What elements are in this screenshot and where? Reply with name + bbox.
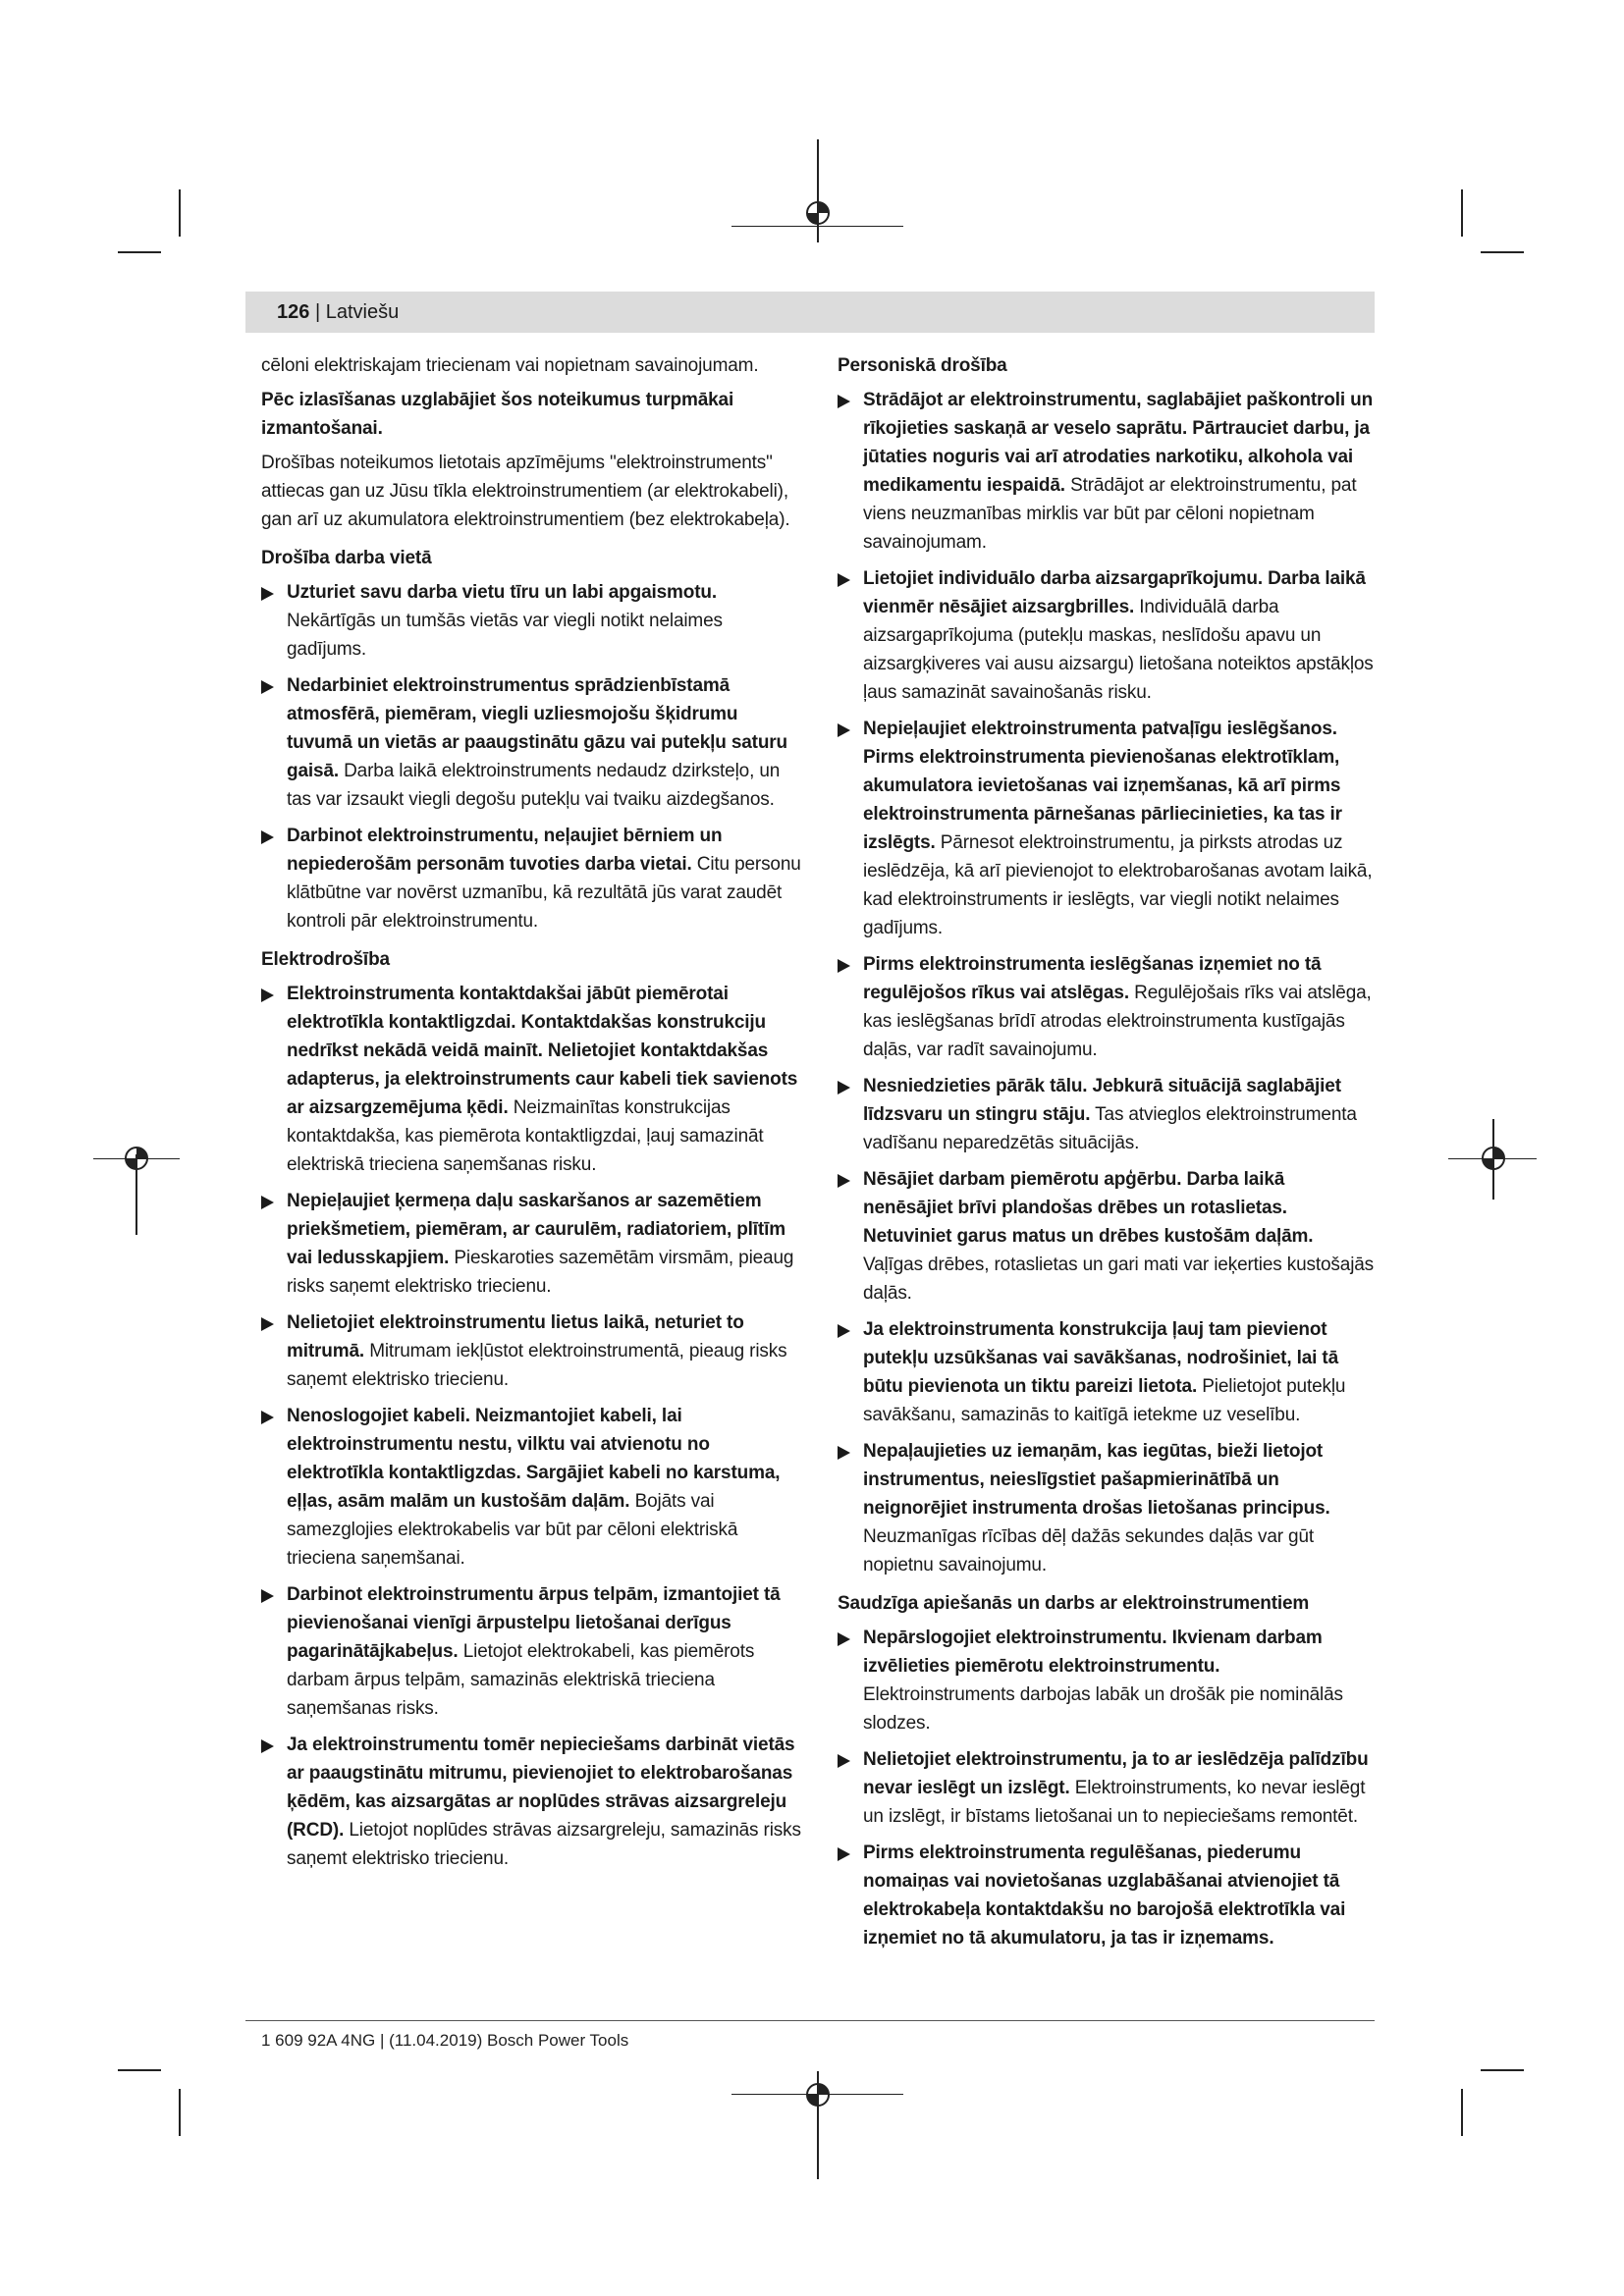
item-text: Lietojot elektrokabeli, kas piemērots darbam ārpus telpām, samazinās elektriskā trieciena saņemšanas risks. (287, 1641, 755, 1719)
item-text: Elektroinstruments darbojas labāk un drošāk pie nominālās slodzes. (863, 1684, 1343, 1734)
item-text: Strādājot ar elektroinstrumentu, pat viens neuzmanības mirklis var būt par cēloni nopietnam savainojumam. (863, 475, 1357, 553)
item-bold: Nedarbiniet elektroinstrumentus sprādzienbīstamā atmosfērā, piemēram, viegli uzliesmojošu šķidrumu tuvumā un vietās ar paaugstinātu gāzu vai putekļu saturu gaisā. (287, 675, 787, 781)
bullet-arrow-icon (261, 1589, 274, 1603)
definition-paragraph: Drošības noteikumos lietotais apzīmējums "elektroinstruments" attiecas gan uz Jūsu tīkla elektroinstrumentiem (ar elektrokabeli), gan arī uz akumulatora elektroinstrumentiem (bez elektrokabeļa). (261, 453, 790, 530)
safety-item (261, 1308, 806, 1394)
keep-instructions-note: Pēc izlasīšanas uzglabājiet šos noteikumus turpmākai izmantošanai. (261, 390, 734, 439)
item-text: Vaļīgas drēbes, rotaslietas un gari mati var ieķerties kustošajās daļās. (863, 1255, 1375, 1304)
bullet-arrow-icon (838, 723, 850, 737)
item-text: Regulējošais rīks vai atslēga, kas ieslēgšanas brīdī atrodas elektroinstrumenta kustīgajās daļās, var radīt savainojumu. (863, 983, 1372, 1060)
bullet-arrow-icon (261, 830, 274, 844)
footer-divider (245, 2020, 1375, 2021)
safety-item (838, 564, 1375, 707)
bullet-arrow-icon (838, 1847, 850, 1861)
safety-item (261, 822, 806, 935)
item-bold: Darbinot elektroinstrumentu ārpus telpām, izmantojiet tā pievienošanai vienīgi ārpustelpu lietošanai derīgus pagarinātājkabeļus. (287, 1584, 781, 1662)
bullet-arrow-icon (838, 1081, 850, 1095)
item-bold: Strādājot ar elektroinstrumentu, saglabājiet paškontroli un rīkojieties saskaņā ar veselo saprātu. Pārtrauciet darbu, ja jūtaties noguris vai arī atrodaties narkotiku, alkohola vai medikamentu iespaidā. (863, 390, 1374, 496)
right-column (838, 351, 1375, 1960)
intro-continuation: cēloni elektriskajam triecienam vai nopietnam savainojumam. (261, 355, 759, 376)
bullet-arrow-icon (838, 1324, 850, 1338)
crop-mark (179, 189, 181, 237)
bullet-arrow-icon (261, 680, 274, 694)
item-bold: Nesniedzieties pārāk tālu. Jebkurā situācijā saglabājiet līdzsvaru un stingru stāju. (863, 1076, 1341, 1125)
item-bold: Ja elektroinstrumenta konstrukcija ļauj tam pievienot putekļu uzsūkšanas vai savākšanas, nodrošiniet, lai tā būtu pievienota un tiktu pareizi lietota. (863, 1319, 1338, 1397)
item-bold: Nepieļaujiet ķermeņa daļu saskaršanos ar sazemētiem priekšmetiem, piemēram, ar caurulēm, radiatoriem, plītīm vai ledusskapjiem. (287, 1191, 785, 1268)
item-bold: Pirms elektroinstrumenta regulēšanas, piederumu nomaiņas vai novietošanas uzglabāšanai atvienojiet tā elektrokabeļa kontaktdakšu no barojošā elektrotīkla vai izņemiet no tā akumulatoru, ja tas ir izņemams. (863, 1842, 1346, 1949)
registration-target-icon (123, 1145, 150, 1172)
bullet-arrow-icon (261, 587, 274, 601)
bullet-arrow-icon (261, 988, 274, 1002)
safety-item (261, 980, 806, 1179)
item-text: Nekārtīgās un tumšās vietās var viegli notikt nelaimes gadījums. (287, 611, 723, 660)
crop-mark (1461, 2089, 1463, 2136)
item-text: Individuālā darba aizsargaprīkojuma (putekļu maskas, neslīdošu apavu un aizsargķiveres vai ausu aizsargu) lietošana noteiktos apstākļos ļaus samazināt savainošanās risku. (863, 597, 1374, 703)
crop-mark (1481, 2069, 1524, 2071)
safety-item (838, 715, 1375, 942)
item-bold: Ja elektroinstrumentu tomēr nepieciešams darbināt vietās ar paaugstinātu mitrumu, pievienojiet to elektrobarošanas ķēdēm, kas aizsargātas ar noplūdes strāvas aizsargreleju (RCD). (287, 1735, 795, 1841)
section-heading-tool-use-and-care: Saudzīga apiešanās un darbs ar elektroinstrumentiem (838, 1593, 1310, 1614)
header-language: Latviešu (325, 301, 400, 323)
safety-item (838, 1165, 1375, 1308)
safety-item (261, 578, 806, 664)
bullet-arrow-icon (838, 1446, 850, 1460)
crop-mark (179, 2089, 181, 2136)
item-text: Neizmainītas konstrukcijas kontaktdakša, kas piemērota kontaktligzdai, ļauj samazināt elektriskā trieciena saņemšanas risku. (287, 1097, 764, 1175)
safety-item (838, 950, 1375, 1064)
crop-mark (1481, 251, 1524, 253)
safety-item (261, 1187, 806, 1301)
left-column (261, 351, 806, 1881)
safety-item (838, 1437, 1375, 1579)
item-bold: Darbinot elektroinstrumentu, neļaujiet bērniem un nepiederošām personām tuvoties darba vietai. (287, 826, 723, 875)
item-text: Pieskaroties sazemētām virsmām, pieaug risks saņemt elektrisko triecienu. (287, 1248, 794, 1297)
section-heading-work-area: Drošība darba vietā (261, 548, 432, 568)
item-text: Neuzmanīgas rīcības dēļ dažās sekundes daļās var gūt nopietnu savainojumu. (863, 1526, 1315, 1575)
safety-item (838, 1624, 1375, 1737)
crop-mark (1461, 189, 1463, 237)
safety-item (261, 1731, 806, 1873)
safety-item (261, 671, 806, 814)
item-bold: Pirms elektroinstrumenta ieslēgšanas izņemiet no tā regulējošos rīkus vai atslēgas. (863, 954, 1322, 1003)
safety-item (261, 1402, 806, 1573)
section-heading-personal-safety: Personiskā drošība (838, 355, 1007, 376)
safety-item (838, 1839, 1375, 1952)
item-bold: Nelietojiet elektroinstrumentu, ja to ar ieslēdzēja palīdzību nevar ieslēgt un izslēgt. (863, 1749, 1369, 1798)
bullet-arrow-icon (838, 573, 850, 587)
bullet-arrow-icon (261, 1196, 274, 1209)
item-bold: Nepieļaujiet elektroinstrumenta patvaļīgu ieslēgšanos. Pirms elektroinstrumenta pievienošanas elektrotīklam, akumulatora ievietošanas vai izņemšanas, kā arī pirms elektroinstrumenta pārnešanas pārliecinieties, ka tas ir izslēgts. (863, 719, 1342, 853)
bullet-arrow-icon (838, 959, 850, 973)
item-bold: Elektroinstrumenta kontaktdakšai jābūt piemērotai elektrotīkla kontaktligzdai. Kontaktdakšas konstrukciju nedrīkst nekādā veidā mainīt. Nelietojiet kontaktdakšas adapterus, ja elektroinstruments caur kabeli tiek savienots ar aizsargzemējuma ķēdi. (287, 984, 798, 1118)
item-bold: Nepārslogojiet elektroinstrumentu. Ikvienam darbam izvēlieties piemērotu elektroinstrumentu. (863, 1628, 1323, 1677)
item-bold: Lietojiet individuālo darba aizsargaprīkojumu. Darba laikā vienmēr nēsājiet aizsargbrilles. (863, 568, 1366, 617)
bullet-arrow-icon (838, 1174, 850, 1188)
section-heading-electrical-safety: Elektrodrošība (261, 949, 390, 970)
page-header-bar (245, 292, 1375, 333)
item-text: Pārnesot elektroinstrumentu, ja pirksts atrodas uz ieslēdzēja, kā arī pievienojot to elektrobarošanas avotam laikā, kad elektroinstruments ir ieslēgts, var viegli notikt nelaimes gadījums. (863, 832, 1373, 938)
item-text: Tas atvieglos elektroinstrumenta vadīšanu neparedzētās situācijās. (863, 1104, 1357, 1153)
bullet-arrow-icon (261, 1739, 274, 1753)
item-text: Darba laikā elektroinstruments nedaudz dzirksteļo, un tas var izsaukt viegli degošu putekļu vai tvaiku aizdegšanos. (287, 761, 781, 810)
safety-item (838, 1745, 1375, 1831)
item-bold: Uzturiet savu darba vietu tīru un labi apgaismotu. (287, 582, 718, 603)
bullet-arrow-icon (838, 395, 850, 408)
bullet-arrow-icon (838, 1754, 850, 1768)
item-text: Citu personu klātbūtne var novērst uzmanību, kā rezultātā jūs varat zaudēt kontroli pār elektroinstrumentu. (287, 854, 801, 932)
registration-target-icon (804, 2081, 832, 2109)
page-number: 126 (277, 301, 310, 323)
item-text: Mitrumam iekļūstot elektroinstrumentā, pieaug risks saņemt elektrisko triecienu. (287, 1341, 787, 1390)
safety-item (838, 386, 1375, 557)
page-header (277, 299, 399, 325)
item-bold: Nēsājiet darbam piemērotu apģērbu. Darba laikā nenēsājiet brīvi plandošas drēbes un rotaslietas. Netuviniet garus matus un drēbes kustošām daļām. (863, 1169, 1314, 1247)
crop-mark (118, 251, 161, 253)
item-text: Bojāts vai samezglojies elektrokabelis var būt par cēloni elektriskā trieciena saņemšanai. (287, 1491, 738, 1569)
safety-item (261, 1580, 806, 1723)
item-bold: Nepaļaujieties uz iemaņām, kas iegūtas, bieži lietojot instrumentus, neieslīgstiet pašapmierinātībā un neignorējiet instrumenta drošas lietošanas principus. (863, 1441, 1330, 1519)
crop-mark (118, 2069, 161, 2071)
bullet-arrow-icon (261, 1411, 274, 1424)
safety-item (838, 1072, 1375, 1157)
item-bold: Nelietojiet elektroinstrumentu lietus laikā, neturiet to mitrumā. (287, 1312, 744, 1362)
registration-target-icon (804, 199, 832, 227)
safety-item (838, 1315, 1375, 1429)
page-footer: 1 609 92A 4NG | (11.04.2019) Bosch Power Tools (261, 2031, 629, 2050)
item-text: Pielietojot putekļu savākšanu, samazinās to kaitīgā ietekme uz veselību. (863, 1376, 1346, 1425)
bullet-arrow-icon (838, 1632, 850, 1646)
registration-line (817, 139, 819, 242)
header-separator: | (314, 301, 321, 323)
item-text: Elektroinstruments, ko nevar ieslēgt un izslēgt, ir bīstams lietošanai un to nepieciešams remontēt. (863, 1778, 1366, 1827)
bullet-arrow-icon (261, 1317, 274, 1331)
registration-target-icon (1480, 1145, 1507, 1172)
item-text: Lietojot noplūdes strāvas aizsargreleju, samazinās risks saņemt elektrisko triecienu. (287, 1820, 801, 1869)
item-bold: Nenoslogojiet kabeli. Neizmantojiet kabeli, lai elektroinstrumentu nestu, vilktu vai atvienotu no elektrotīkla kontaktligzdas. Sargājiet kabeli no karstuma, eļļas, asām malām un kustošām daļām. (287, 1406, 781, 1512)
